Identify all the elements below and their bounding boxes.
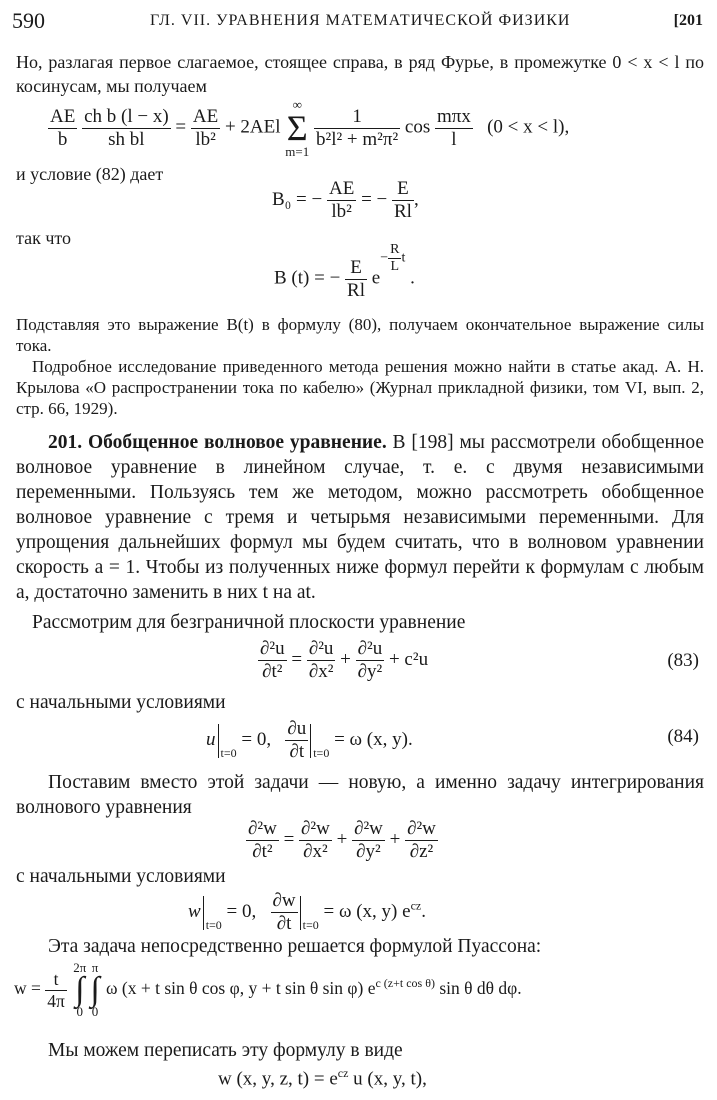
equation-final: w (x, y, z, $t) = e^{cz}$ u (x, y, t),: [218, 1066, 427, 1090]
equation-83: $\frac{\text{∂²u}}{\text{∂t²}}$ = $\frac{\text{∂²u}}{\text{∂x²}}$ + $\frac{\text{∂²u}}{\text{∂y²}}$ + c²u: [260, 638, 429, 682]
fraction-sum-term: $\frac{1}{\text{b²l² + m²π²}}$: [316, 105, 399, 150]
equation-b0: B₀ = − $\frac{AE}{\text{lb²}}$ = − $\frac{E}{Rl}$ ,: [272, 178, 419, 222]
plus-term: + 2AEl: [224, 116, 281, 138]
text-condition-82: и условие (82) дает: [16, 164, 164, 184]
text-initial-conditions-2: с начальными условиями: [16, 866, 226, 887]
equation-number-83: (83): [667, 650, 699, 671]
integral-inner: π ∫ 0: [90, 960, 100, 1019]
section-body: В [198] мы рассмотрели обобщенное волновое уравнение в линейном случае, т. е. с двумя независимыми переменными. Пользуясь тем же методом, можно рассмотреть обобщенное волновое уравнение с тремя и четырьмя независимыми переменными. Для упрощения дальнейших формул мы будем считать, что в волновом уравнении скорость a = 1. Чтобы из полученных ниже формул перейти к формулам с любым a, достаточно заменить в них t на at.: [16, 432, 704, 603]
equation-84: $u_{t=0} = 0$, $\frac{\partial u}{\partial t}$ $_{t=0}$ = ω (x, y).: [206, 718, 413, 762]
fraction-ae-b: $\frac{AE}{b}$: [50, 105, 76, 150]
equation-number-84: (84): [667, 726, 699, 747]
section-201-paragraph: [16, 430, 704, 605]
page-number: 590: [12, 8, 45, 33]
paragraph-fourier-intro: Но, разлагая первое слагаемое, стоящее справа, в ряд Фурье, в промежутке 0 < x < l по косинусам, мы получаем: [16, 52, 704, 96]
fraction-ae-lb2: $\frac{AE}{\text{lb²}}$: [192, 105, 219, 150]
equation-bt: B (t) = − $\frac{E}{Rl}$ e− $\frac{R}{L}$ t .: [274, 242, 415, 301]
section-reference: [201: [673, 12, 703, 29]
equation-fourier-expansion: $\frac{AE}{b}$ $\frac{\text{ch b (l − x)}}{\text{sh bl}}$ = $\frac{AE}{\text{lb²}}$ + 2AEl ∞ Σ m=1 $\frac{1}{\text{b²l² + m²π²}}$ cos $\frac{\text{mπx}}{l}$ (0 < x < l),: [50, 97, 570, 159]
text-poisson: Эта задача непосредственно решается формулой Пуассона:: [48, 936, 542, 957]
text-rewrite: Мы можем переписать эту формулу в виде: [48, 1040, 403, 1061]
text-consider: Рассмотрим для безграничной плоскости уравнение: [32, 612, 466, 633]
text-replace-problem: Поставим вместо этой задачи — новую, а именно задачу интегрирования волнового уравнения: [16, 772, 704, 818]
section-title: 201. Обобщенное волновое уравнение.: [48, 432, 387, 453]
equation-wave-w: $\frac{\text{∂²w}}{\text{∂t²}}$ = $\frac{\text{∂²w}}{\text{∂x²}}$ + $\frac{\text{∂²w}}{\text{∂y²}}$ + $\frac{\text{∂²w}}{\text{∂z²}}$: [248, 818, 436, 862]
text-initial-conditions-1: с начальными условиями: [16, 692, 226, 713]
page-header: [0, 8, 717, 38]
summation-sign: ∞ Σ m=1: [285, 97, 310, 159]
fraction-cos-arg: $\frac{\text{mπx}}{l}$: [436, 105, 471, 150]
chapter-title: ГЛ. VII. УРАВНЕНИЯ МАТЕМАТИЧЕСКОЙ ФИЗИКИ: [150, 12, 571, 29]
range-condition: (0 < x < l),: [487, 116, 570, 138]
paragraph-reference: Подробное исследование приведенного метода решения можно найти в статье акад. А. Н. Крылова «О распространении тока по кабелю» (Журнал прикладной физики, том VI, вып. 2, стр. 66, 1929).: [16, 357, 704, 418]
fraction-ch-sh: $\frac{\text{ch b (l − x)}}{\text{sh bl}}$: [84, 105, 169, 150]
integral-outer: 2π ∫ 0: [73, 960, 87, 1019]
text-tak-chto: так что: [16, 228, 72, 248]
paragraph-substitution: Подставляя это выражение B(t) в формулу (80), получаем окончательное выражение силы тока.: [16, 315, 704, 355]
equation-poisson: w = $\frac{t}{4\pi}$ 2π ∫ 0 π ∫ 0 ω (x + t sin θ cos φ, y + t sin θ sin φ) $e^{c (z+t cos \theta)}$ sin θ dθ dφ.: [14, 960, 522, 1019]
equation-w-initial: $w_{t=0} = 0$, $\frac{\partial w}{\partial t}$ $_{t=0}$ = ω (x, y) $e^{cz}$.: [188, 890, 426, 934]
